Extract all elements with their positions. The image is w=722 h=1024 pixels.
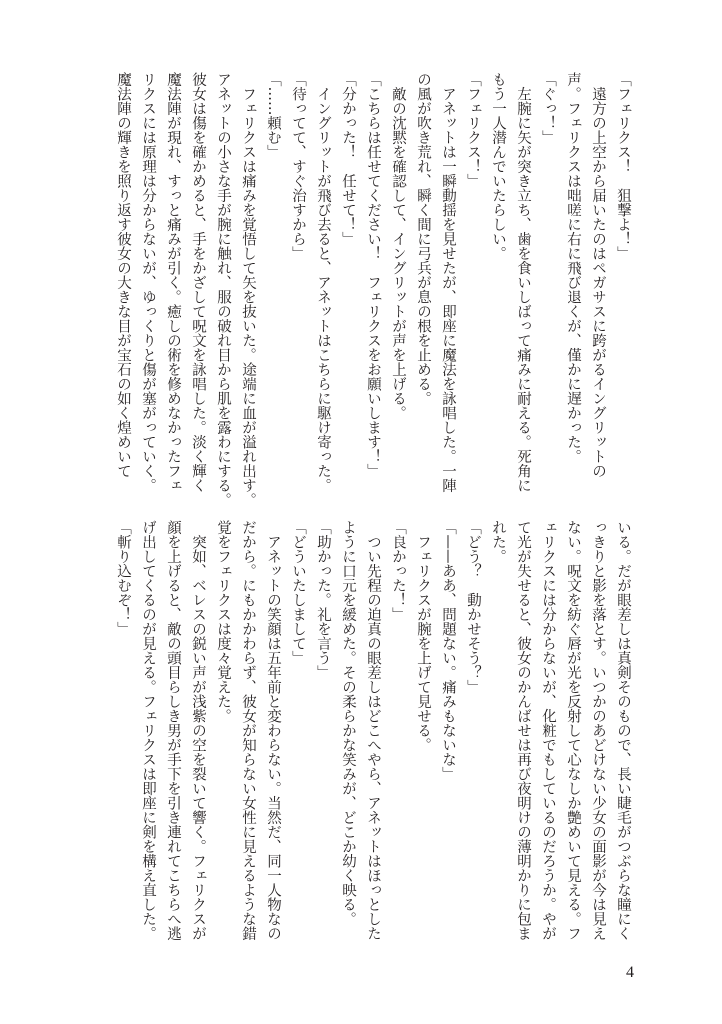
lower-text-tier: [110, 520, 635, 960]
text-column: 「こちらは任せてください！ フェリクスをお願いします！」: [365, 72, 381, 478]
text-column: アネットの笑顔は五年前と変わらない。当然だ、同一人物なの: [265, 520, 281, 941]
text-column: フェリクスが腕を上げて見せる。: [415, 520, 431, 752]
text-column: れた。: [490, 520, 506, 564]
text-column: 彼女は傷を確かめると、手をかざして呪文を詠唱した。淡く輝く: [190, 72, 206, 493]
text-column: 左腕に矢が突き立ち、歯を食いしばって痛みに耐える。死角に: [515, 72, 531, 493]
text-column: 「斬り込むぞ！」: [115, 520, 131, 636]
text-column: ように口元を緩めた。その柔らかな笑みが、どこか幼く映る。: [340, 520, 356, 926]
text-column: 「待ってて、すぐ治すから」: [290, 72, 306, 261]
text-column: リクスには原理は分からないが、ゆっくりと傷が塞がっていく。: [140, 72, 156, 493]
text-column: 「——ああ、問題ない。痛みもないな」: [440, 520, 456, 781]
text-column: 遠方の上空から届いたのはペガサスに跨がるイングリットの: [590, 72, 606, 478]
text-column: 「ぐっ！」: [540, 72, 556, 145]
text-column: 「分かった！ 任せて！」: [340, 72, 356, 246]
text-column: アネットは一瞬動揺を見せたが、即座に魔法を詠唱した。一陣: [440, 72, 456, 493]
text-column: げ出してくるのが見える。フェリクスは即座に剣を構え直した。: [140, 520, 156, 941]
text-column: ない。呪文を紡ぐ唇が光を反射して心なしか艶めいて見える。フ: [565, 520, 581, 941]
text-column: の風が吹き荒れ、瞬く間に弓兵が息の根を止める。: [415, 72, 431, 406]
text-column: 突如、ベレスの鋭い声が浅紫の空を裂いて響く。フェリクスが: [190, 520, 206, 941]
text-column: 敵の沈黙を確認して、イングリットが声を上げる。: [390, 72, 406, 420]
text-column: もう一人潜んでいたらしい。: [490, 72, 506, 261]
text-column: いる。だが眼差しは真剣そのもので、長い睫毛がつぶらな瞳にく: [615, 520, 631, 941]
upper-text-tier: [110, 72, 635, 512]
text-column: 「良かった！」: [390, 520, 406, 622]
text-column: て光が失せると、彼女のかんばせは再び夜明けの薄明かりに包ま: [515, 520, 531, 941]
text-column: 魔法陣の輝きを照り返す彼女の大きな目が宝石の如く煌めいて: [115, 72, 131, 478]
text-column: 「フェリクス！」: [465, 72, 481, 188]
text-column: 「どういたしまして」: [290, 520, 306, 665]
text-column: 覚をフェリクスは度々覚えた。: [215, 520, 231, 723]
text-column: 声。フェリクスは咄嗟に右に飛び退くが、僅かに遅かった。: [565, 72, 581, 464]
text-column: 「助かった。礼を言う」: [315, 520, 331, 680]
text-column: アネットの小さな手が腕に触れ、服の破れ目から肌を露わにする。: [215, 72, 231, 507]
text-column: 「フェリクス！ 狙撃よ！」: [615, 72, 631, 261]
text-column: っきりと影を落とす。いつかのあどけない少女の面影が今は見え: [590, 520, 606, 941]
text-column: 顔を上げると、敵の頭目らしき男が手下を引き連れてこちらへ逃: [165, 520, 181, 941]
text-column: 「どう？ 動かせそう？」: [465, 520, 481, 694]
text-column: フェリクスは痛みを覚悟して矢を抜いた。途端に血が溢れ出す。: [240, 72, 256, 507]
text-column: だから。にもかかわらず、彼女が知らない女性に見えるような錯: [240, 520, 256, 941]
text-column: 「……頼む」: [265, 72, 281, 159]
text-column: 魔法陣が現れ、すっと痛みが引く。癒しの術を修めなかったフェ: [165, 72, 181, 493]
page-number: 4: [626, 964, 634, 981]
text-column: つい先程の迫真の眼差しはどこへやら、アネットはほっとした: [365, 520, 381, 941]
text-column: ェリクスには分からないが、化粧でもしているのだろうか。やが: [540, 520, 556, 941]
text-column: イングリットが飛び去ると、アネットはこちらに駆け寄った。: [315, 72, 331, 493]
